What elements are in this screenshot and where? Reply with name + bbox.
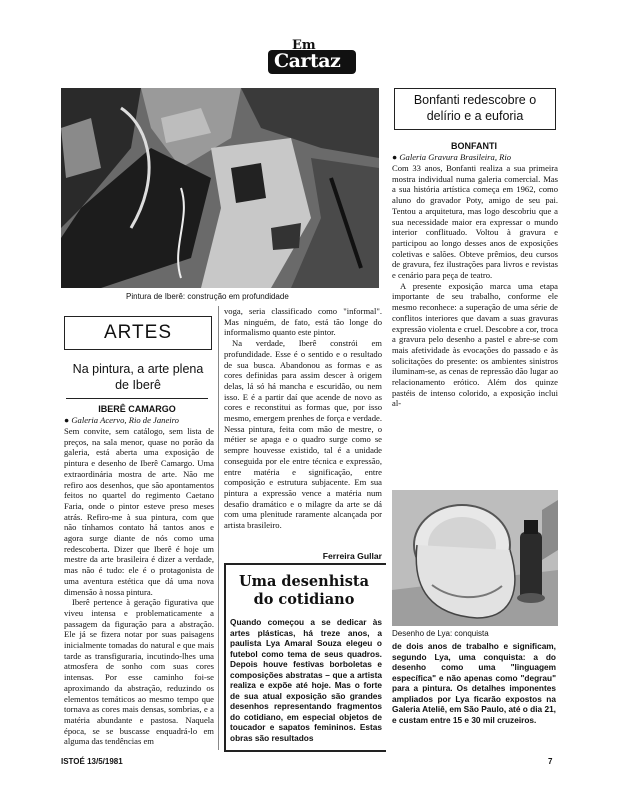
artes-paragraph: voga, seria classificado como "informal". Mas ninguém, de fato, está tão longe do informalismo quanto este pintor. bbox=[224, 306, 382, 338]
artes-venue bbox=[64, 415, 214, 425]
artes-paragraph: Iberê pertence à geração figurativa que viveu intensa e problematicamente a passagem da figuração para a abstração. Ele já se fizera notar por suas paisagens inicialmente tomadas do natural e que mais tarde as transfiguraria, incutindo-lhes uma atmosfera de sonho com suas cores intensas. Por esse caminho foi-se aproximando da abstração, reduzindo os elementos temáticos ao mesmo tempo que tornava as cores mais densas, sombrias, e a matéria abundante e pastosa. Naquela época, se se buscasse enquadrá-lo em alguma das tendências em bbox=[64, 597, 214, 747]
artes-author: Ferreira Gullar bbox=[322, 551, 382, 561]
artes-paragraph: Na verdade, Iberê constrói em profundidade. Esse é o sentido e o resultado de sua busca. Abandonou as formas e as cores definidas para assim descer à origem delas, lá só há mancha e escuridão, ou nem isso. E é a partir daí que acende de novo as cores e reconstitui as formas que, por isso mesmo, emergem prenhes de força e verdade. Nessa pintura, feita com mão de mestre, o métier se apaga e o quadro surge como se sempre houvesse existido, tal é a unidade conseguida por ele entre técnica e expressão, entre matéria e significação, entre composição e estrutura subjacente. Em sua pintura a expressão vence a matéria num desafio dramático e o milagre da arte se dá com uma plenitude raramente alcançada por artista brasileiro. bbox=[224, 338, 382, 531]
painting-artwork bbox=[61, 88, 379, 288]
lya-column-right: de dois anos de trabalho e significam, segundo Lya, uma conquista: a do desenho como uma "linguagem específica" e não apenas como "degrau" para a pintura. Os detalhes imponentes ampliados por Lya ficarão expostos na Galeria Ateliê, em São Paulo, até o dia 21, e custam entre 15 e 30 mil cruzeiros. bbox=[392, 641, 556, 725]
column-divider bbox=[218, 306, 219, 750]
bonfanti-byline: BONFANTI bbox=[451, 141, 497, 151]
lya-headline-line1: Uma desenhista bbox=[238, 573, 370, 590]
lya-drawing-artwork bbox=[392, 490, 558, 626]
bonfanti-venue bbox=[392, 152, 556, 162]
bonfanti-headline: Bonfanti redescobre o delírio e a euforia bbox=[413, 93, 537, 123]
painting-image bbox=[61, 88, 379, 288]
section-label: ARTES bbox=[103, 322, 172, 343]
bonfanti-venue-text: Galeria Gravura Brasileira, Rio bbox=[399, 152, 512, 162]
footer-page-number: 7 bbox=[548, 757, 553, 766]
painting-caption: Pintura de Iberê: construção em profundidade bbox=[126, 292, 289, 301]
lya-caption: Desenho de Lya: conquista bbox=[392, 629, 489, 638]
masthead bbox=[256, 38, 366, 78]
artes-headline: Na pintura, a arte plena de Iberê bbox=[72, 362, 204, 392]
artes-byline: IBERÊ CAMARGO bbox=[98, 404, 176, 414]
artes-column-1 bbox=[64, 426, 214, 747]
artes-column-2 bbox=[224, 306, 382, 531]
lya-column-left: Quando começou a se dedicar às artes plásticas, há treze anos, a paulista Lya Amaral Souza elegeu o futebol como tema de seus quadros. Depois houve festivas borboletas e composições abstratas – que a artista realiza e expõe até hoje. Mas o forte de sua atual exposição são grandes desenhos representando fragmentos do cotidiano, em especial objetos de toucador e sapatos femininos. Estas obras são resultados bbox=[230, 617, 382, 743]
artes-venue-text: Galeria Acervo, Rio de Janeiro bbox=[71, 415, 179, 425]
lya-headline-line2: do cotidiano bbox=[253, 591, 355, 608]
bonfanti-column bbox=[392, 163, 558, 409]
lya-headline bbox=[226, 573, 382, 609]
section-label-box bbox=[64, 316, 212, 350]
divider bbox=[66, 398, 208, 399]
lya-drawing-image bbox=[392, 490, 558, 626]
artes-paragraph: Sem convite, sem catálogo, sem lista de preços, na sala menor, quase no porão da galeria, está aberta uma exposição de pintura e desenho de Iberê Camargo. Uma extraordinária mostra de arte. Não me refiro aos desenhos, que são apontamentos feitos no quartel do regimento Caetano Faria, onde o pintor esteve preso meses atrás. Refiro-me à sua pintura, com que não tínhamos contato há tantos anos e agora surge diante de nós como uma redescoberta. Dizer que Iberê é hoje um mestre da arte brasileira é dizer a verdade, mas não é tudo: ele é o protagonista de uma aventura estética que dá uma nova dimensão à nossa pintura. bbox=[64, 426, 214, 597]
bonfanti-paragraph: Com 33 anos, Bonfanti realiza a sua primeira mostra individual numa galeria comercial. Mas a sua história artística começa em 1962, como aluno do gravador Poty, amigo de seu pai. Tentou a arquitetura, mas logo descobriu que a sua necessidade maior era expressar o mundo interior conflituado. Voltou à gravura e participou ao longo desses anos de exposições coletivas e salões. Obteve prêmios, deu cursos de gravura, fez ilustrações para livros e revistas e cenário para peça de teatro. bbox=[392, 163, 558, 281]
bonfanti-paragraph: A presente exposição marca uma etapa importante de seu trabalho, conforme ele mesmo reconhece: a superação de uma série de conflitos interiores que davam a suas gravuras expressão violenta e cruel. Descobre a cor, troca a gravura pelo desenho a pastel e abre-se com mais afetividade às evocações do passado e às solicitações do presente: os ambientes sinistros iluminam-se, as cenas de repressão dão lugar ao relacionamento erótico. Além dos quinze pastéis de intenso colorido, a exposição inclui al- bbox=[392, 280, 558, 409]
bonfanti-headline-box bbox=[394, 88, 556, 130]
bullet-icon: ● bbox=[392, 152, 400, 162]
bullet-icon: ● bbox=[64, 415, 72, 425]
masthead-line2: Cartaz bbox=[274, 50, 341, 72]
footer-issue: ISTOÉ 13/5/1981 bbox=[61, 757, 123, 766]
masthead-line1: Em bbox=[292, 38, 316, 53]
